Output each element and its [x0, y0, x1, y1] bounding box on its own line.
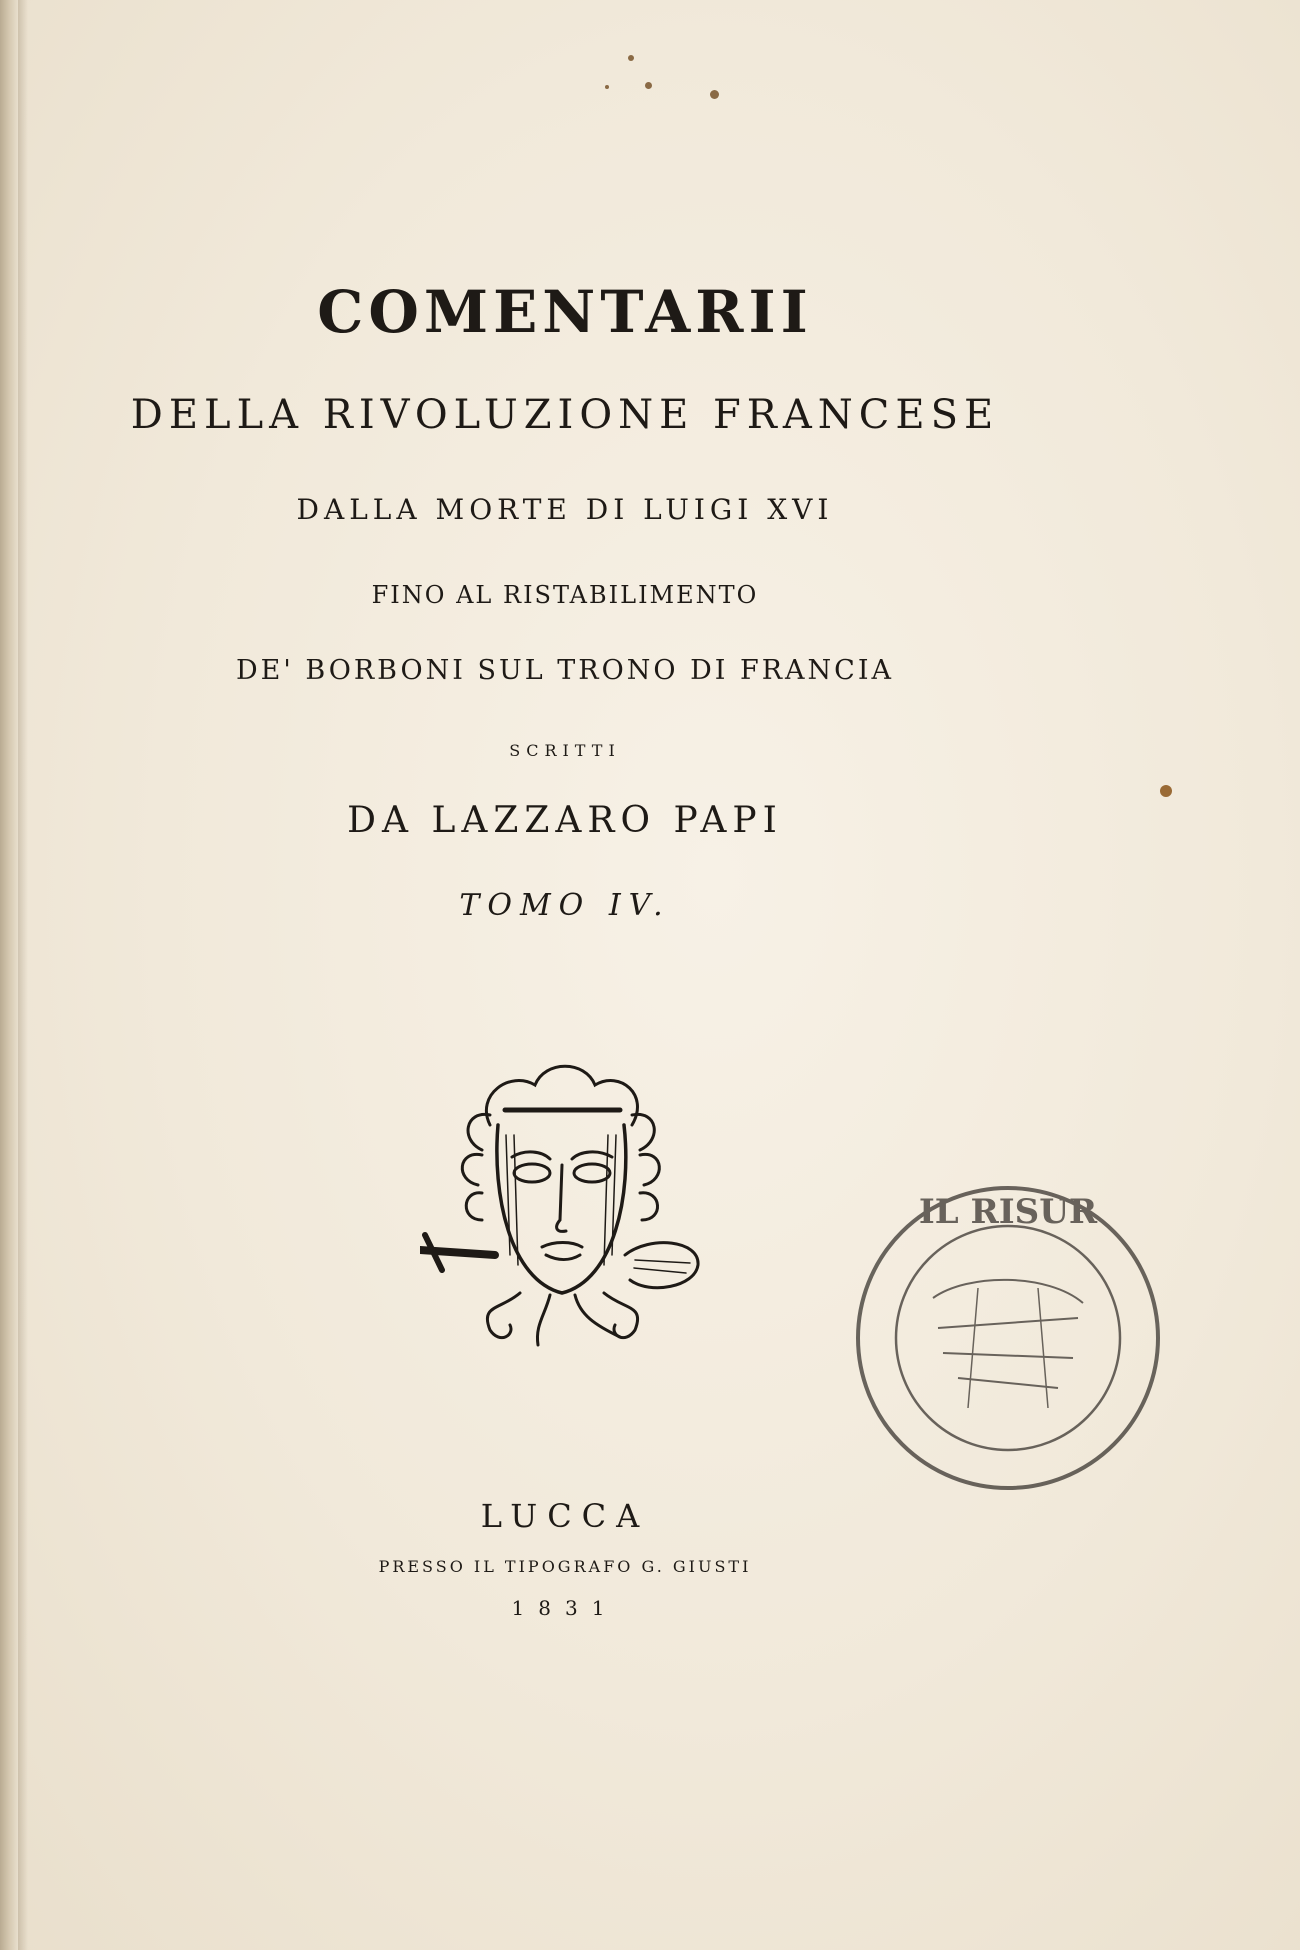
imprint-year: 1831 [511, 1596, 619, 1620]
subtitle-line-2: DALLA MORTE DI LUIGI XVI [296, 493, 834, 526]
library-stamp-icon [848, 1178, 1168, 1498]
svg-text:IL RISUR: IL RISUR [918, 1192, 1098, 1232]
foxing-spot [1160, 785, 1172, 797]
subtitle-line-1: DELLA RIVOLUZIONE FRANCESE [130, 392, 1000, 438]
scritti-label: SCRITTI [509, 741, 621, 760]
volume-label: TOMO IV. [459, 888, 671, 923]
subtitle-line-4: DE' BORBONI SUL TRONO DI FRANCIA [235, 655, 894, 686]
foxing-spot [628, 55, 634, 61]
foxing-spot [605, 85, 609, 89]
foxing-spot [645, 82, 652, 89]
mask-vignette-icon [420, 1055, 700, 1355]
author-line: DA LAZZARO PAPI [347, 800, 783, 841]
imprint-city: LUCCA [480, 1497, 650, 1535]
subtitle-line-3: FINO AL RISTABILIMENTO [371, 581, 759, 609]
imprint-printer: PRESSO IL TIPOGRAFO G. GIUSTI [378, 1557, 752, 1576]
book-title: COMENTARII [317, 278, 813, 346]
foxing-spot [710, 90, 719, 99]
